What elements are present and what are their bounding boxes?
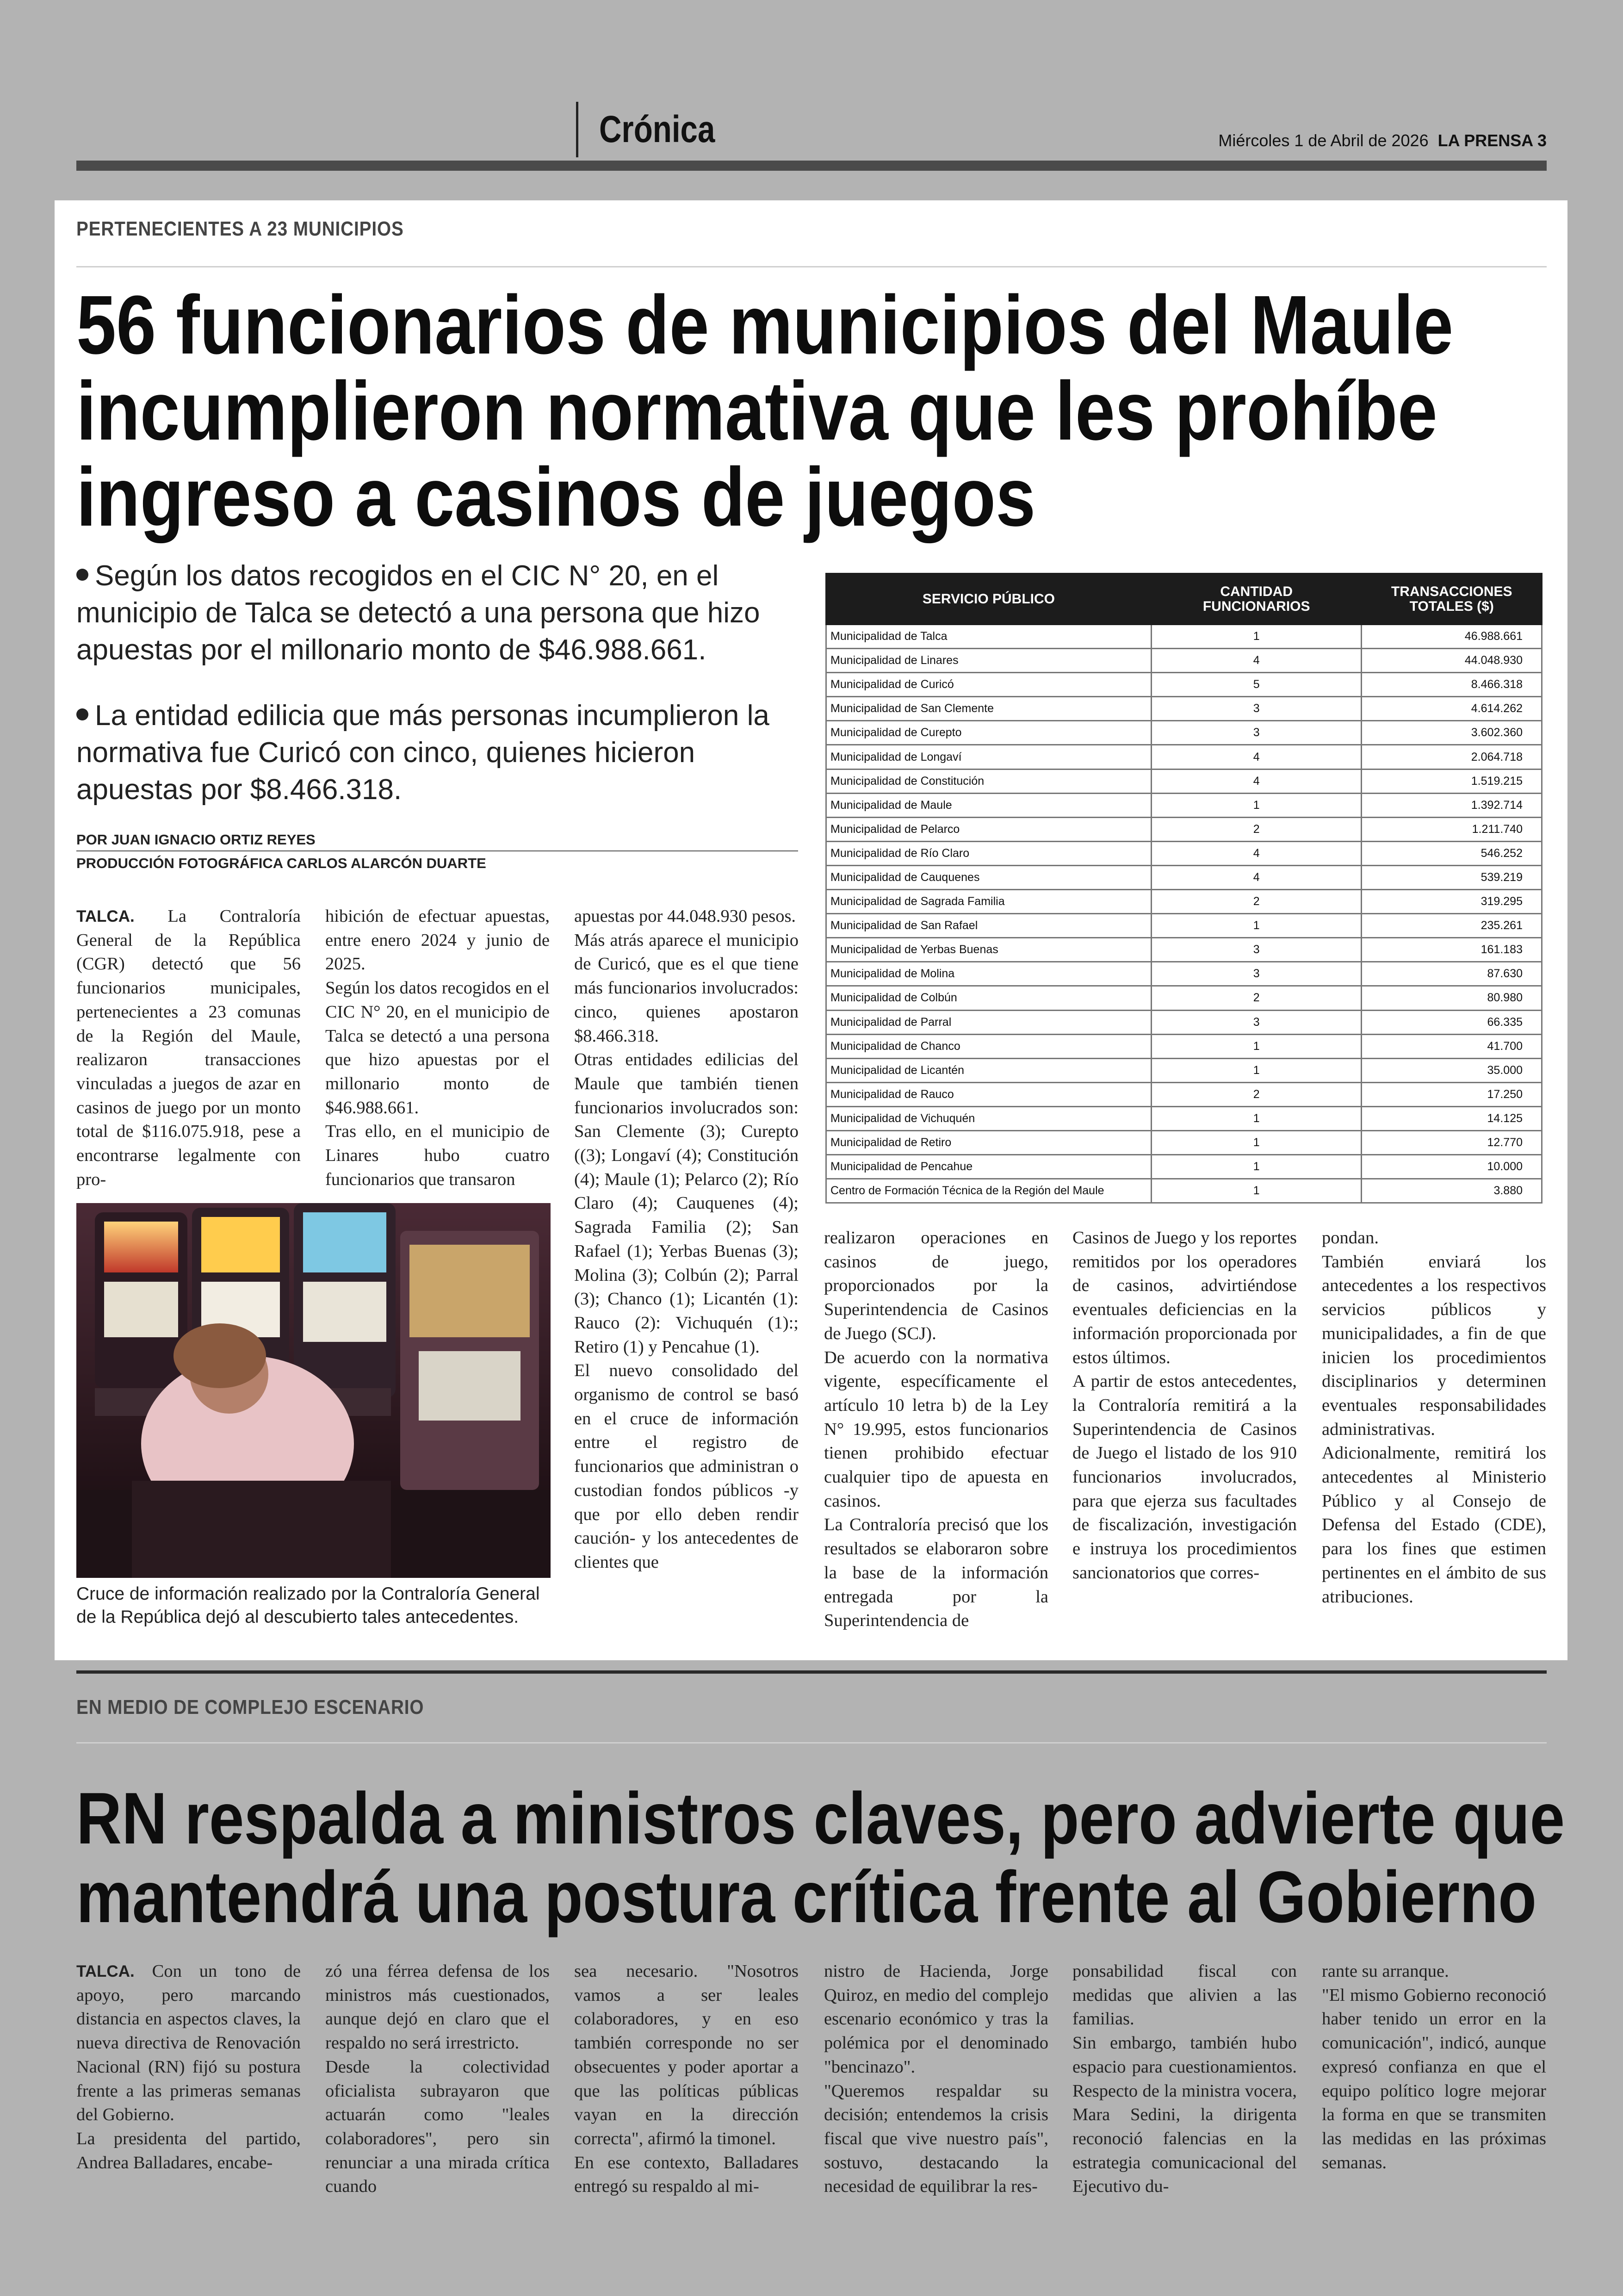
body-paragraph: "El mismo Gobierno reconoció haber tenido un error en la comunicación", indicó, aunque expresó confianza en que el equipo político logre mejorar la forma en que se transmiten las medidas en las próximas semanas. <box>1322 1985 1546 2172</box>
cell-amount: 10.000 <box>1362 1155 1542 1179</box>
body-paragraph: Tras ello, en el municipio de Linares hubo cuatro funcionarios que transaron <box>325 1122 550 1189</box>
page-header <box>76 99 1547 169</box>
byline-rule <box>76 850 798 851</box>
cell-service: Municipalidad de San Rafael <box>826 914 1152 938</box>
headline-line: ingreso a casinos de juegos <box>76 451 1036 544</box>
table-row <box>826 1010 1542 1034</box>
cell-service: Municipalidad de Curicó <box>826 673 1152 697</box>
body-paragraph: Desde la colectividad oficialista subrayaron que actuarán como "leales colaboradores", pero sin renunciar a una mirada crítica cuando <box>325 2057 550 2197</box>
headline-line: mantendrá una postura crítica frente al Gobierno <box>76 1856 1537 1938</box>
body-paragraph: La Contraloría precisó que los resultados se elaboraron sobre la base de la información entregada por la Superintendencia de <box>824 1515 1048 1631</box>
body-paragraph: Otras entidades edilicias del Maule que también tienen funcionarios involucrados son: San Clemente (3); Curepto ((3); Longaví (4); Constitución (4); Maule (1); Pelarco (2); Río Claro (4); Cauquenes (4); Sagrada Familia (2); San Rafael (1); Yerbas Buenas (3); Molina (3); Colbún (2); Parral (3); Chanco (1); Licantén (1): Rauco (2): Vichuquén (1):; Retiro (1) y Pencahue (1). <box>574 1050 799 1357</box>
summary-bullets <box>76 558 807 837</box>
cell-count: 2 <box>1151 817 1362 841</box>
cell-service: Municipalidad de Yerbas Buenas <box>826 938 1152 962</box>
table-row <box>826 769 1542 793</box>
cell-amount: 319.295 <box>1362 890 1542 914</box>
article2-column-5 <box>1072 1960 1297 2199</box>
cell-service: Centro de Formación Técnica de la Región del Maule <box>826 1179 1152 1203</box>
table-row <box>826 1058 1542 1082</box>
body-paragraph: Más atrás aparece el municipio de Curicó, que es el que tiene más funcionarios involucrados: cinco, quienes apostaron $8.466.318. <box>574 930 799 1046</box>
cell-count: 1 <box>1151 914 1362 938</box>
bullet-icon <box>76 569 88 581</box>
table-header: CANTIDAD FUNCIONARIOS <box>1151 574 1362 625</box>
cell-amount: 235.261 <box>1362 914 1542 938</box>
body-paragraph: También enviará los antecedentes a los respectivos servicios públicos y municipalidades, a fin de que inicien los procedimientos disciplinarios y determinen eventuales responsabilidades administrativas. <box>1322 1252 1546 1439</box>
article-column-5 <box>1072 1226 1297 1585</box>
cell-count: 1 <box>1151 1130 1362 1154</box>
body-paragraph: sea necesario. "Nosotros vamos a ser leales colaboradores, y en eso también corresponde no ser obsecuentes y poder aportar a que las políticas públicas vayan en la dirección correcta", afirmó la timonel. <box>574 1961 799 2148</box>
body-paragraph: apuestas por 44.048.930 pesos. <box>574 906 796 926</box>
section-name: Crónica <box>599 108 715 150</box>
cell-service: Municipalidad de Curepto <box>826 721 1152 745</box>
article2-headline <box>76 1778 1565 1938</box>
cell-count: 1 <box>1151 1179 1362 1203</box>
body-paragraph: "Queremos respaldar su decisión; entendemos la crisis fiscal que vive nuestro país", sostuvo, destacando la necesidad de equilibrar la res- <box>824 2081 1048 2197</box>
cell-count: 1 <box>1151 1155 1362 1179</box>
article-column-3 <box>574 905 799 1575</box>
cell-count: 2 <box>1151 986 1362 1010</box>
cell-service: Municipalidad de Río Claro <box>826 841 1152 865</box>
header-divider <box>576 102 578 157</box>
body-paragraph: De acuerdo con la normativa vigente, específicamente el artículo 10 letra b) de la Ley N° 19.995, estos funcionarios tienen prohibido efectuar cualquier tipo de apuesta en casinos. <box>824 1347 1048 1511</box>
article-headline <box>76 279 1454 544</box>
table-row <box>826 745 1542 769</box>
article-column-6 <box>1322 1226 1546 1609</box>
officials-table <box>825 573 1542 1204</box>
photo-caption: Cruce de información realizado por la Contraloría General de la República dejó al descubierto tales antecedentes. <box>76 1584 540 1627</box>
article-kicker: PERTENECIENTES A 23 MUNICIPIOS <box>76 217 404 240</box>
bullet-icon <box>76 708 88 720</box>
article2-kicker: EN MEDIO DE COMPLEJO ESCENARIO <box>76 1696 424 1719</box>
casino-photo-illustration <box>76 1203 551 1578</box>
body-paragraph: pondan. <box>1322 1228 1379 1247</box>
body-paragraph: zó una férrea defensa de los ministros más cuestionados, aunque dejó en claro que el respaldo no será irrestricto. <box>325 1961 550 2053</box>
cell-amount: 3.880 <box>1362 1179 1542 1203</box>
body-text: Con un tono de apoyo, pero marcando distancia en aspectos claves, la nueva directiva de Renovación Nacional (RN) fijó su postura frente a las primeras semanas del Gobierno. <box>76 1961 301 2125</box>
cell-count: 1 <box>1151 1034 1362 1058</box>
header-date: Miércoles 1 de Abril de 2026 <box>1218 131 1429 150</box>
table-row <box>826 1130 1542 1154</box>
table-row <box>826 962 1542 986</box>
bullet-text: Según los datos recogidos en el CIC N° 20, en el municipio de Talca se detectó a una persona que hizo apuestas por el millonario monto de $46.988.661. <box>76 560 760 666</box>
cell-count: 1 <box>1151 793 1362 817</box>
body-paragraph: Sin embargo, también hubo espacio para cuestionamientos. Respecto de la ministra vocera, Mara Sedini, la dirigenta reconoció falencias en la estrategia comunicacional del Ejecutivo du- <box>1072 2033 1297 2197</box>
article2-column-1 <box>76 1960 301 2175</box>
cell-count: 2 <box>1151 1082 1362 1106</box>
bullet-text: La entidad edilicia que más personas incumplieron la normativa fue Curicó con cinco, quienes hicieron apuestas por $8.466.318. <box>76 700 769 806</box>
bullet-item <box>76 697 807 808</box>
bullet-item <box>76 558 807 669</box>
cell-amount: 1.392.714 <box>1362 793 1542 817</box>
table-row <box>826 649 1542 673</box>
body-paragraph: nistro de Hacienda, Jorge Quiroz, en medio del complejo escenario económico y tras la polémica por el denominado "bencinazo". <box>824 1961 1048 2077</box>
header-bar <box>76 161 1547 171</box>
body-paragraph: realizaron operaciones en casinos de juego, proporcionados por la Superintendencia de Casinos de Juego (SCJ). <box>824 1228 1048 1343</box>
cell-count: 4 <box>1151 841 1362 865</box>
cell-count: 2 <box>1151 890 1362 914</box>
cell-service: Municipalidad de Pencahue <box>826 1155 1152 1179</box>
casino-photo <box>76 1203 551 1578</box>
cell-amount: 12.770 <box>1362 1130 1542 1154</box>
table-row <box>826 625 1542 649</box>
headline-line: RN respalda a ministros claves, pero advierte que <box>76 1778 1565 1859</box>
cell-count: 4 <box>1151 865 1362 889</box>
table-row <box>826 986 1542 1010</box>
cell-count: 1 <box>1151 1058 1362 1082</box>
table-header: SERVICIO PÚBLICO <box>826 574 1152 625</box>
body-paragraph: La presidenta del partido, Andrea Balladares, encabe- <box>76 2128 301 2172</box>
photo-credit: PRODUCCIÓN FOTOGRÁFICA CARLOS ALARCÓN DUARTE <box>76 855 486 871</box>
dateline: TALCA. <box>76 907 135 925</box>
cell-service: Municipalidad de Parral <box>826 1010 1152 1034</box>
cell-service: Municipalidad de Constitución <box>826 769 1152 793</box>
cell-service: Municipalidad de Retiro <box>826 1130 1152 1154</box>
cell-service: Municipalidad de Talca <box>826 625 1152 649</box>
cell-service: Municipalidad de Sagrada Familia <box>826 890 1152 914</box>
body-paragraph: Casinos de Juego y los reportes remitidos por los operadores de casinos, advirtiéndose eventuales deficiencias en la información proporcionada por estos últimos. <box>1072 1228 1297 1367</box>
cell-amount: 539.219 <box>1362 865 1542 889</box>
cell-amount: 1.211.740 <box>1362 817 1542 841</box>
body-paragraph: El nuevo consolidado del organismo de control se basó en el cruce de información entre el registro de funcionarios que administran o custodian fondos públicos -y que por ello deben rendir caución- y los antecedentes de clientes que <box>574 1361 799 1572</box>
table-row <box>826 938 1542 962</box>
headline-line: incumplieron normativa que les prohíbe <box>76 365 1437 458</box>
cell-amount: 80.980 <box>1362 986 1542 1010</box>
cell-amount: 14.125 <box>1362 1106 1542 1130</box>
cell-service: Municipalidad de Maule <box>826 793 1152 817</box>
cell-service: Municipalidad de San Clemente <box>826 697 1152 721</box>
body-paragraph: hibición de efectuar apuestas, entre enero 2024 y junio de 2025. <box>325 906 550 974</box>
article2-column-2 <box>325 1960 550 2199</box>
cell-count: 3 <box>1151 938 1362 962</box>
article-column-1 <box>76 905 301 1191</box>
table-row <box>826 865 1542 889</box>
cell-amount: 2.064.718 <box>1362 745 1542 769</box>
body-paragraph: En ese contexto, Balladares entregó su respaldo al mi- <box>574 2153 799 2197</box>
cell-amount: 8.466.318 <box>1362 673 1542 697</box>
table-row <box>826 1179 1542 1203</box>
table-row <box>826 1082 1542 1106</box>
body-paragraph: rante su arranque. <box>1322 1961 1449 1981</box>
cell-service: Municipalidad de Colbún <box>826 986 1152 1010</box>
table-row <box>826 914 1542 938</box>
body-paragraph: ponsabilidad fiscal con medidas que alivien a las familias. <box>1072 1961 1297 2029</box>
cell-count: 4 <box>1151 745 1362 769</box>
table-row <box>826 697 1542 721</box>
cell-amount: 66.335 <box>1362 1010 1542 1034</box>
article2-column-3 <box>574 1960 799 2199</box>
cell-service: Municipalidad de Vichuquén <box>826 1106 1152 1130</box>
table-row <box>826 1034 1542 1058</box>
article2-column-6 <box>1322 1960 1546 2175</box>
kicker-rule <box>76 266 1547 267</box>
cell-count: 4 <box>1151 649 1362 673</box>
section-separator <box>76 1670 1547 1674</box>
dateline: TALCA. <box>76 1962 135 1980</box>
cell-amount: 44.048.930 <box>1362 649 1542 673</box>
publication-name: LA PRENSA 3 <box>1437 131 1547 150</box>
cell-amount: 46.988.661 <box>1362 625 1542 649</box>
cell-count: 4 <box>1151 769 1362 793</box>
body-paragraph: Adicionalmente, remitirá los antecedentes al Ministerio Público y al Consejo de Defensa del Estado (CDE), para los fines que estimen pertinentes en el ámbito de sus atribuciones. <box>1322 1443 1546 1607</box>
cell-service: Municipalidad de Longaví <box>826 745 1152 769</box>
cell-service: Municipalidad de Pelarco <box>826 817 1152 841</box>
headline-line: 56 funcionarios de municipios del Maule <box>76 279 1454 372</box>
article-column-2 <box>325 905 550 1191</box>
table-row <box>826 673 1542 697</box>
header-date-line <box>1218 131 1547 150</box>
cell-service: Municipalidad de Molina <box>826 962 1152 986</box>
table-row <box>826 817 1542 841</box>
cell-amount: 41.700 <box>1362 1034 1542 1058</box>
cell-amount: 161.183 <box>1362 938 1542 962</box>
table-header-row <box>826 574 1542 625</box>
kicker-rule <box>76 1742 1547 1744</box>
cell-amount: 1.519.215 <box>1362 769 1542 793</box>
article-column-4 <box>824 1226 1048 1633</box>
cell-count: 1 <box>1151 625 1362 649</box>
cell-amount: 3.602.360 <box>1362 721 1542 745</box>
table-row <box>826 793 1542 817</box>
cell-amount: 35.000 <box>1362 1058 1542 1082</box>
cell-amount: 17.250 <box>1362 1082 1542 1106</box>
cell-count: 1 <box>1151 1106 1362 1130</box>
table-header: TRANSACCIONES TOTALES ($) <box>1362 574 1542 625</box>
table-row <box>826 1106 1542 1130</box>
cell-amount: 546.252 <box>1362 841 1542 865</box>
cell-count: 3 <box>1151 1010 1362 1034</box>
body-paragraph: Según los datos recogidos en el CIC N° 20, en el municipio de Talca se detectó a una persona que hizo apuestas por el millonario monto de $46.988.661. <box>325 978 550 1117</box>
cell-service: Municipalidad de Licantén <box>826 1058 1152 1082</box>
cell-service: Municipalidad de Cauquenes <box>826 865 1152 889</box>
cell-service: Municipalidad de Linares <box>826 649 1152 673</box>
body-paragraph: A partir de estos antecedentes, la Contraloría remitirá a la Superintendencia de Casinos de Juego el listado de los 910 funcionarios involucrados, para que ejerza sus facultades de fiscalización, investigación e instruya los procedimientos sancionatorios que corres- <box>1072 1371 1297 1582</box>
cell-count: 3 <box>1151 697 1362 721</box>
table-row <box>826 721 1542 745</box>
cell-count: 5 <box>1151 673 1362 697</box>
table-row <box>826 841 1542 865</box>
cell-count: 3 <box>1151 962 1362 986</box>
article2-column-4 <box>824 1960 1048 2199</box>
cell-amount: 87.630 <box>1362 962 1542 986</box>
table-row <box>826 890 1542 914</box>
cell-service: Municipalidad de Chanco <box>826 1034 1152 1058</box>
body-text: La Contraloría General de la República (CGR) detectó que 56 funcionarios municipales, pertenecientes a 23 comunas de la Región del Maule, realizaron transacciones vinculadas a juegos de azar en casinos de juego por un monto total de $116.075.918, pese a encontrarse legalmente con pro- <box>76 906 301 1189</box>
table-row <box>826 1155 1542 1179</box>
cell-count: 3 <box>1151 721 1362 745</box>
cell-service: Municipalidad de Rauco <box>826 1082 1152 1106</box>
byline: POR JUAN IGNACIO ORTIZ REYES <box>76 832 316 848</box>
cell-amount: 4.614.262 <box>1362 697 1542 721</box>
